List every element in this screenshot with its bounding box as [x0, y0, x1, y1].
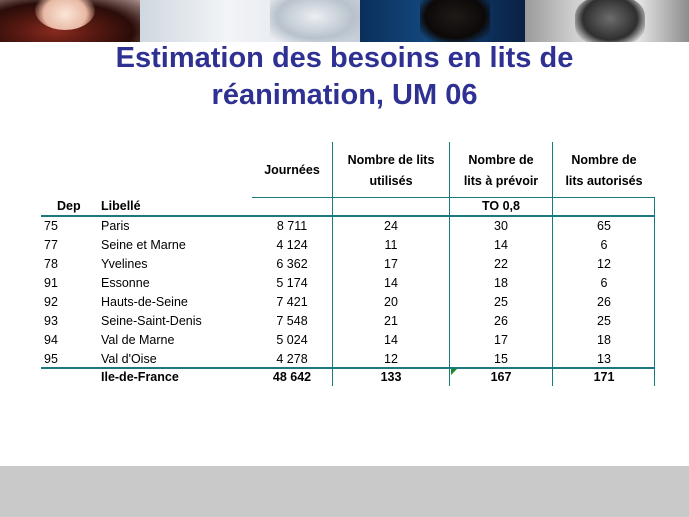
row-91-libelle: Essonne — [101, 276, 150, 290]
row-75-dep: 75 — [44, 219, 58, 233]
col-divider-1 — [332, 142, 333, 386]
total-libelle: Ile-de-France — [101, 370, 179, 384]
total-utilises: 133 — [380, 370, 402, 384]
row-95-utilises: 12 — [384, 352, 398, 366]
row-77-journees: 4 124 — [276, 238, 308, 252]
col-divider-3 — [552, 142, 553, 386]
row-94-prevoir: 17 — [494, 333, 508, 347]
header-autorises-line2: lits autorisés — [565, 174, 643, 188]
row-92-prevoir: 25 — [494, 295, 508, 309]
header-prevoir-line2: lits à prévoir — [463, 174, 539, 188]
row-77-libelle: Seine et Marne — [101, 238, 186, 252]
header-autorises — [554, 150, 654, 192]
row-93-journees: 7 548 — [276, 314, 308, 328]
row-78-prevoir: 22 — [494, 257, 508, 271]
row-77-prevoir: 14 — [494, 238, 508, 252]
row-95-dep: 95 — [44, 352, 58, 366]
row-78-journees: 6 362 — [276, 257, 308, 271]
row-77-utilises: 11 — [384, 238, 398, 252]
row-93-utilises: 21 — [384, 314, 398, 328]
row-75-autorises: 65 — [597, 219, 611, 233]
total-journees: 48 642 — [272, 370, 312, 384]
header-utilises-line2: utilisés — [369, 174, 413, 188]
row-75-utilises: 24 — [384, 219, 398, 233]
footer-bar — [0, 466, 689, 517]
total-autorises: 171 — [593, 370, 615, 384]
row-92-libelle: Hauts-de-Seine — [101, 295, 188, 309]
header-to: TO 0,8 — [482, 199, 520, 213]
row-94-journees: 5 024 — [276, 333, 308, 347]
row-75-libelle: Paris — [101, 219, 130, 233]
row-92-journees: 7 421 — [276, 295, 308, 309]
row-95-prevoir: 15 — [494, 352, 508, 366]
header-prevoir-line1: Nombre de — [468, 153, 534, 167]
row-92-autorises: 26 — [597, 295, 611, 309]
row-93-libelle: Seine-Saint-Denis — [101, 314, 202, 328]
row-95-libelle: Val d'Oise — [101, 352, 157, 366]
row-93-prevoir: 26 — [494, 314, 508, 328]
header-utilises — [334, 150, 448, 192]
header-libelle: Libellé — [101, 199, 141, 213]
row-94-autorises: 18 — [597, 333, 611, 347]
header-dep: Dep — [57, 199, 81, 213]
row-94-dep: 94 — [44, 333, 58, 347]
subheader-top-rule — [252, 197, 655, 198]
header-autorises-line1: Nombre de — [571, 153, 637, 167]
row-91-prevoir: 18 — [494, 276, 508, 290]
row-78-utilises: 17 — [384, 257, 398, 271]
header-journees: Journées — [264, 163, 320, 177]
row-91-journees: 5 174 — [276, 276, 308, 290]
row-94-libelle: Val de Marne — [101, 333, 175, 347]
col-divider-4 — [654, 197, 655, 386]
total-prevoir: 167 — [490, 370, 512, 384]
row-95-autorises: 13 — [597, 352, 611, 366]
row-78-dep: 78 — [44, 257, 58, 271]
row-91-dep: 91 — [44, 276, 58, 290]
row-93-dep: 93 — [44, 314, 58, 328]
row-77-dep: 77 — [44, 238, 58, 252]
row-77-autorises: 6 — [600, 238, 608, 252]
row-78-libelle: Yvelines — [101, 257, 148, 271]
row-94-utilises: 14 — [384, 333, 398, 347]
row-75-prevoir: 30 — [494, 219, 508, 233]
row-91-autorises: 6 — [600, 276, 608, 290]
row-75-journees: 8 711 — [276, 219, 308, 233]
row-92-dep: 92 — [44, 295, 58, 309]
row-91-utilises: 14 — [384, 276, 398, 290]
header-utilises-line1: Nombre de lits — [347, 153, 435, 167]
header-prevoir — [450, 150, 552, 192]
title-line-2: réanimation, UM 06 — [211, 79, 478, 111]
title-line-1: Estimation des besoins en lits de — [115, 42, 574, 74]
row-95-journees: 4 278 — [276, 352, 308, 366]
row-93-autorises: 25 — [597, 314, 611, 328]
row-78-autorises: 12 — [597, 257, 611, 271]
row-92-utilises: 20 — [384, 295, 398, 309]
